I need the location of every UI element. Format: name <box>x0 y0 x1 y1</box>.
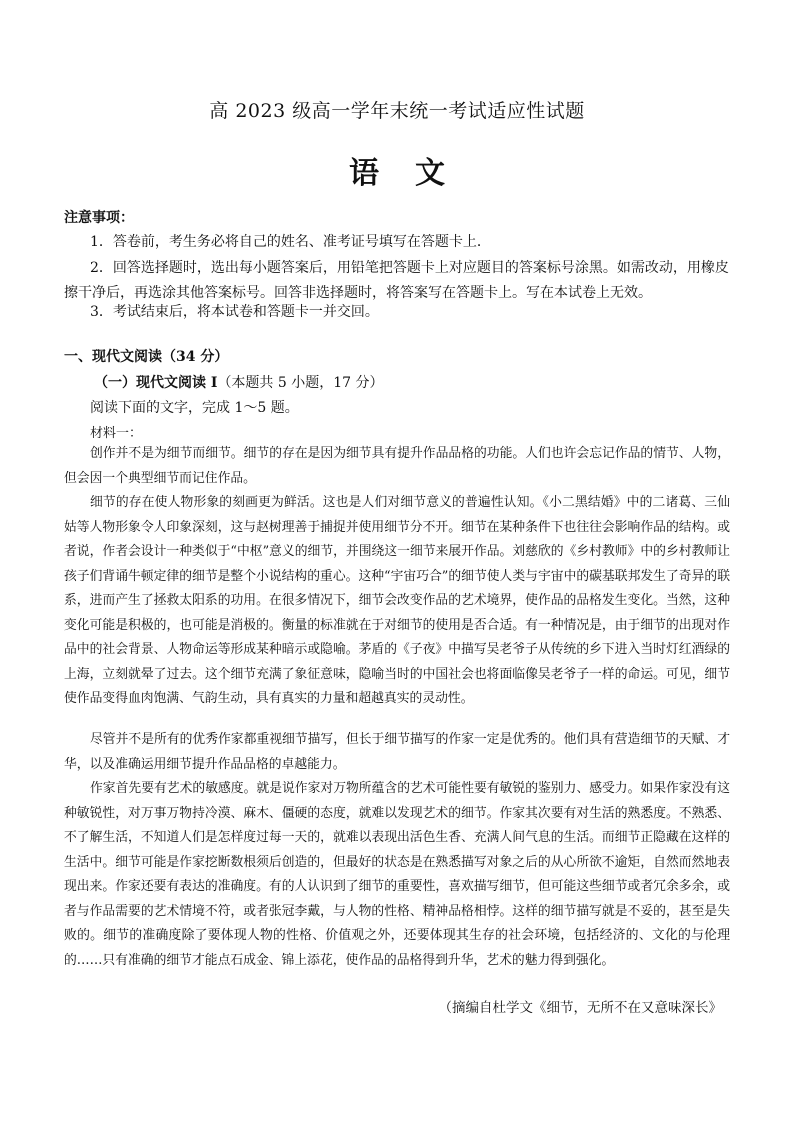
note-item: 2．回答选择题时，选出每小题答案后，用铅笔把答题卡上对应题目的答案标号涂黑。如需改动，用橡皮擦干净后，再选涂其他答案标号。回答非选择题时，将答案写在答题卡上。写在本试卷上无效。 <box>64 260 729 301</box>
subsection-heading <box>94 372 384 392</box>
material-label: 材料一： <box>90 426 143 441</box>
source-citation: （摘编自杜学文《细节，无所不在又意味深长》 <box>438 1000 722 1016</box>
material-paragraph: 创作并不是为细节而细节。细节的存在是因为细节具有提升作品品格的功能。人们也许会忘记作品的情节、人物，但会因一个典型细节而记住作品。 <box>64 446 730 486</box>
reading-instruction: 阅读下面的文字，完成 1～5 题。 <box>90 400 299 416</box>
subject-title: 语文 <box>349 156 481 191</box>
section-heading: 一、现代文阅读（34 分） <box>64 349 229 365</box>
exam-title: 高 2023 级高一学年末统一考试适应性试题 <box>209 100 585 122</box>
material-paragraph: 尽管并不是所有的优秀作家都重视细节描写，但长于细节描写的作家一定是优秀的。他们具有营造细节的天赋、才华，以及准确运用细节提升作品品格的卓越能力。 <box>64 732 730 772</box>
note-item: 3．考试结束后，将本试卷和答题卡一并交回。 <box>90 304 379 320</box>
material-paragraph: 作家首先要有艺术的敏感度。就是说作家对万物所蕴含的艺术可能性要有敏锐的鉴别力、感受力。如果作家没有这种敏锐性，对万事万物持冷漠、麻木、僵硬的态度，就难以发现艺术的细节。作家其次要有对生活的熟悉度。不熟悉、不了解生活，不知道人们是怎样度过每一天的，就难以表现出活色生香、充满人间气息的生活。而细节正隐藏在这样的生活中。细节可能是作家挖断数根须后创造的，但最好的状态是在熟悉描写对象之后的从心所欲不逾矩，自然而然地表现出来。作家还要有表达的准确度。有的人认识到了细节的重要性，喜欢描写细节，但可能这些细节或者冗余多余，或者与作品需要的艺术情境不符，或者张冠李戴，与人物的性格、精神品格相悖。这样的细节描写就是不妥的，甚至是失败的。细节的准确度除了要体现人物的性格、价值观之外，还要体现其生存的社会环境，包括经济的、文化的与伦理的……只有准确的细节才能点石成金、锦上添花，使作品的品格得到升华，艺术的魅力得到强化。 <box>64 781 730 968</box>
subsection-title: （一）现代文阅读 I <box>94 375 218 391</box>
note-item: 1．答卷前，考生务必将自己的姓名、准考证号填写在答题卡上． <box>90 234 491 250</box>
notes-heading: 注意事项： <box>64 210 134 226</box>
subsection-info: （本题共 5 小题，17 分） <box>217 375 384 391</box>
material-paragraph: 细节的存在使人物形象的刻画更为鲜活。这也是人们对细节意义的普遍性认知。《小二黑结婚》中的二诸葛、三仙姑等人物形象令人印象深刻，这与赵树理善于捕捉并使用细节分不开。细节在某种条件下也往往会影响作品的结构。或者说，作者会设计一种类似于“中枢”意义的细节，并围绕这一细节来展开作品。刘慈欣的《乡村教师》中的乡村教师让孩子们背诵牛顿定律的细节是整个小说结构的重心。这种“宇宙巧合”的细节使人类与宇宙中的碳基联邦发生了奇异的联系，进而产生了拯救太阳系的功用。在很多情况下，细节会改变作品的艺术境界，使作品的品格发生变化。当然，这种变化可能是积极的，也可能是消极的。衡量的标准就在于对细节的使用是否合适。有一种情况是，由于细节的出现对作品中的社会背景、人物命运等形成某种暗示或隐喻。茅盾的《子夜》中描写吴老爷子从传统的乡下进入当时灯红酒绿的上海，立刻就晕了过去。这个细节充满了象征意味，隐喻当时的中国社会也将面临像吴老爷子一样的命运。可见，细节使作品变得血肉饱满、气韵生动，具有真实的力量和超越真实的灵动性。 <box>64 495 730 706</box>
